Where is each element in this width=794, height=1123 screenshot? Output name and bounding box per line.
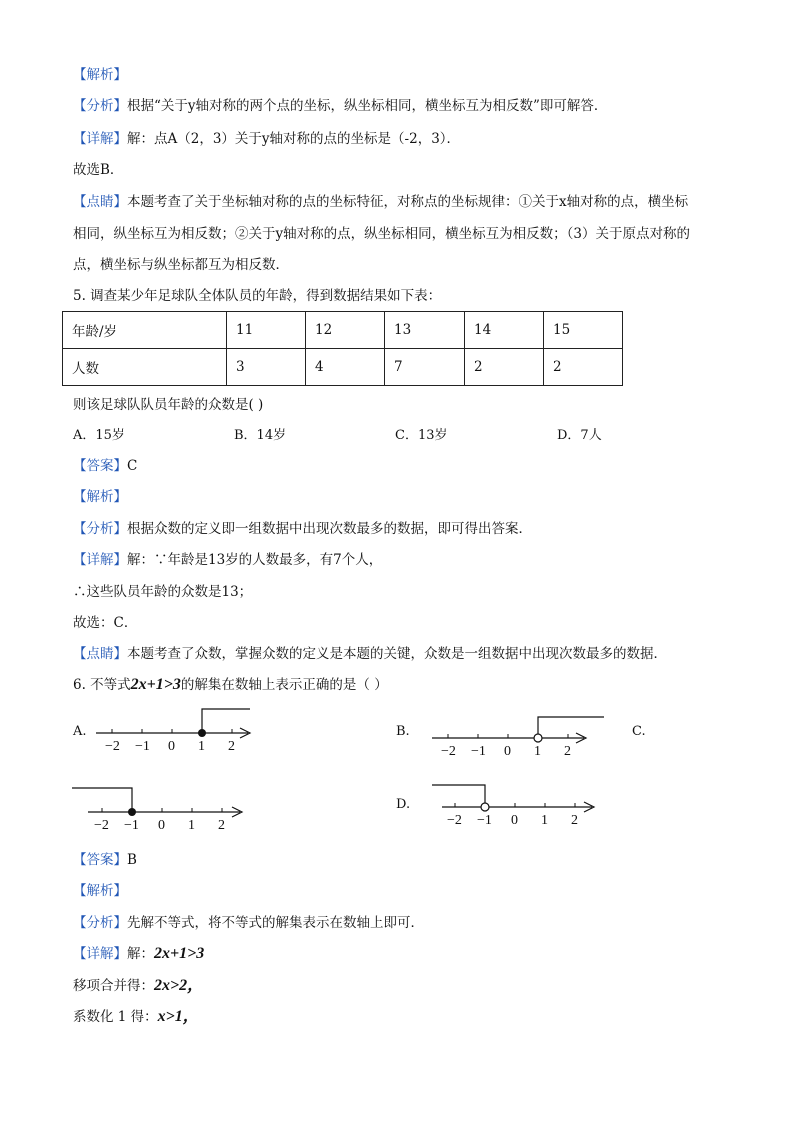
- fenxi-paragraph: [73, 914, 424, 932]
- answer-paragraph: [73, 457, 137, 475]
- fenxi-text: 根据“关于y轴对称的两个点的坐标，纵坐标相同，横坐标互为相反数”即可解答．: [127, 98, 608, 114]
- answer-tag: 【答案】: [73, 458, 127, 474]
- table-cell: 13: [385, 312, 465, 349]
- xiangjie-pre: 解：: [127, 946, 154, 962]
- q6-stem: [73, 676, 388, 694]
- tick-label: 2: [564, 744, 571, 759]
- option-a-label[interactable]: A.: [73, 724, 87, 739]
- tick-label: 0: [168, 739, 175, 754]
- tick-label: 0: [504, 744, 511, 759]
- option-d[interactable]: D．7人: [557, 428, 602, 443]
- table-row: [63, 312, 623, 349]
- q6-stem-pre: 6. 不等式: [73, 677, 131, 693]
- q6-stem-math: 2x+1>3: [130, 676, 181, 693]
- xiangjie-tag: 【详解】: [73, 552, 127, 568]
- option-a[interactable]: A．15岁: [73, 428, 125, 443]
- number-line-a: [90, 702, 260, 752]
- table-cell: 年龄/岁: [63, 312, 227, 349]
- step1-label: 移项合并得：: [73, 978, 154, 994]
- table-cell: 14: [465, 312, 544, 349]
- answer-value: C: [127, 458, 138, 474]
- guxuan-text: 故选：C．: [73, 615, 138, 631]
- tick-label: 2: [228, 739, 235, 754]
- xiangjie-paragraph: [73, 945, 204, 963]
- xiangjie-tag: 【详解】: [73, 946, 127, 962]
- tick-label: 1: [534, 744, 541, 759]
- option-c[interactable]: C．13岁: [395, 428, 448, 443]
- xiangjie-text: 解：∵年龄是13岁的人数最多，有7个人，: [127, 552, 383, 568]
- jiexi-tag: 【解析】: [73, 67, 127, 83]
- dianjing-paragraph: [73, 193, 688, 211]
- xiangjie-text: 解：点A（2，3）关于y轴对称的点的坐标是（-2，3）．: [127, 131, 461, 147]
- dianjing-paragraph: [73, 645, 667, 663]
- tick-label: −1: [124, 818, 139, 833]
- tick-label: −1: [477, 813, 492, 828]
- step1-math: 2x>2，: [154, 977, 204, 994]
- table-row: [63, 349, 623, 386]
- table-cell: 15: [544, 312, 623, 349]
- tick-label: 1: [541, 813, 548, 828]
- xiangjie-line-2: ∴这些队员年龄的众数是13；: [73, 584, 253, 600]
- option-b[interactable]: B．14岁: [234, 428, 287, 443]
- tick-label: 2: [571, 813, 578, 828]
- option-b-label[interactable]: B.: [396, 724, 410, 739]
- answer-value: B: [127, 852, 137, 868]
- jiexi-tag: 【解析】: [73, 489, 127, 505]
- tick-label: 2: [218, 818, 225, 833]
- dianjing-text-1: 本题考查了关于坐标轴对称的点的坐标特征，对称点的坐标规律：①关于x轴对称的点，横坐标: [127, 194, 689, 210]
- option-c-label[interactable]: C.: [632, 724, 646, 739]
- fenxi-text: 先解不等式，将不等式的解集表示在数轴上即可．: [127, 915, 424, 931]
- q5-question: 则该足球队队员年龄的众数是( ): [73, 397, 264, 413]
- answer-paragraph: [73, 851, 137, 869]
- xiangjie-paragraph: [73, 551, 382, 569]
- fenxi-tag: 【分析】: [73, 98, 127, 114]
- q5-stem: 5. 调查某少年足球队全体队员的年龄，得到数据结果如下表：: [73, 288, 442, 304]
- xiangjie-paragraph: [73, 130, 460, 148]
- option-d-label[interactable]: D.: [396, 797, 411, 812]
- dianjing-text-2: 相同，纵坐标互为相反数；②关于y轴对称的点，纵坐标相同，横坐标互为相反数；（3）关于原点对称的: [73, 226, 690, 242]
- fenxi-paragraph: [73, 97, 607, 115]
- q6-stem-post: 的解集在数轴上表示正确的是（ ）: [180, 677, 388, 693]
- table-cell: 12: [306, 312, 385, 349]
- tick-label: 1: [198, 739, 205, 754]
- xiangjie-tag: 【详解】: [73, 131, 127, 147]
- tick-label: −2: [94, 818, 109, 833]
- step1-line: [73, 977, 203, 995]
- tick-label: −1: [135, 739, 150, 754]
- table-cell: 11: [227, 312, 306, 349]
- tick-label: −2: [447, 813, 462, 828]
- guxuan-text: 故选B．: [73, 162, 124, 178]
- table-cell: 7: [385, 349, 465, 386]
- xiangjie-math: 2x+1>3: [154, 945, 205, 962]
- age-table: [62, 311, 623, 386]
- fenxi-paragraph: [73, 520, 532, 538]
- table-cell: 4: [306, 349, 385, 386]
- fenxi-tag: 【分析】: [73, 915, 127, 931]
- tick-label: 0: [158, 818, 165, 833]
- fenxi-tag: 【分析】: [73, 521, 127, 537]
- table-cell: 2: [544, 349, 623, 386]
- number-line-c: [72, 784, 252, 834]
- step2-label: 系数化 1 得：: [73, 1009, 158, 1025]
- tick-label: −2: [105, 739, 120, 754]
- tick-label: 1: [188, 818, 195, 833]
- number-line-b: [426, 712, 616, 762]
- dianjing-text-3: 点，横坐标与纵坐标都互为相反数．: [73, 257, 289, 273]
- table-cell: 2: [465, 349, 544, 386]
- fenxi-text: 根据众数的定义即一组数据中出现次数最多的数据，即可得出答案．: [127, 521, 532, 537]
- answer-tag: 【答案】: [73, 852, 127, 868]
- tick-label: −2: [441, 744, 456, 759]
- dianjing-tag: 【点睛】: [73, 646, 127, 662]
- table-cell: 人数: [63, 349, 227, 386]
- tick-label: −1: [471, 744, 486, 759]
- step2-math: x>1，: [157, 1008, 199, 1025]
- tick-label: 0: [511, 813, 518, 828]
- step2-line: [73, 1008, 199, 1026]
- number-line-d: [432, 783, 612, 833]
- table-cell: 3: [227, 349, 306, 386]
- jiexi-tag: 【解析】: [73, 883, 127, 899]
- dianjing-tag: 【点睛】: [73, 194, 127, 210]
- dianjing-text: 本题考查了众数，掌握众数的定义是本题的关键，众数是一组数据中出现次数最多的数据．: [127, 646, 667, 662]
